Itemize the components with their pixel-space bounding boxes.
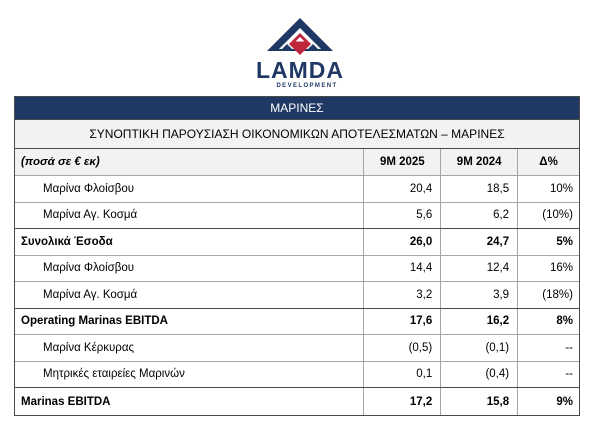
row-label: Συνολικά Έσοδα xyxy=(21,235,113,248)
table-header-row xyxy=(15,148,579,175)
table-title: ΜΑΡΙΝΕΣ xyxy=(15,97,579,119)
row-label: Μαρίνα Αγ. Κοσμά xyxy=(43,288,138,301)
header-col-9m2024: 9M 2024 xyxy=(440,149,517,175)
header-col-9m2025: 9M 2025 xyxy=(363,149,440,175)
row-value-9m2024: (0,1) xyxy=(440,335,517,361)
row-value-9m2025: 0,1 xyxy=(363,362,440,388)
row-delta: 9% xyxy=(517,388,579,415)
row-delta: 5% xyxy=(517,229,579,255)
table-subtitle: ΣΥΝΟΠΤΙΚΗ ΠΑΡΟΥΣΙΑΣΗ ΟΙΚΟΝΟΜΙΚΩΝ ΑΠΟΤΕΛΕΣΜΑΤΩΝ – ΜΑΡΙΝΕΣ xyxy=(15,119,579,148)
row-value-9m2024: 3,9 xyxy=(440,282,517,308)
row-delta: (10%) xyxy=(517,203,579,229)
row-label: Marinas EBITDA xyxy=(21,395,111,408)
logo-subtitle: DEVELOPMENT xyxy=(276,83,338,89)
row-value-9m2025: 17,6 xyxy=(363,309,440,335)
header-label: (ποσά σε € εκ) xyxy=(21,156,100,168)
row-delta: 16% xyxy=(517,256,579,282)
row-label: Operating Marinas EBITDA xyxy=(21,315,168,328)
row-delta: -- xyxy=(517,362,579,388)
row-value-9m2025: 17,2 xyxy=(363,388,440,415)
row-value-9m2025: 14,4 xyxy=(363,256,440,282)
row-value-9m2024: 16,2 xyxy=(440,309,517,335)
logo-wordmark: LAMDA xyxy=(255,57,345,83)
row-value-9m2024: (0,4) xyxy=(440,362,517,388)
row-value-9m2025: 3,2 xyxy=(363,282,440,308)
table-row xyxy=(15,361,579,388)
row-label: Μητρικές εταιρείες Μαρινών xyxy=(43,368,185,381)
row-delta: (18%) xyxy=(517,282,579,308)
row-value-9m2024: 6,2 xyxy=(440,203,517,229)
table-row xyxy=(15,175,579,202)
header-col-delta: Δ% xyxy=(517,149,579,175)
row-delta: 8% xyxy=(517,309,579,335)
table-row xyxy=(15,202,579,229)
row-value-9m2025: 26,0 xyxy=(363,229,440,255)
table-row xyxy=(15,255,579,282)
table-row-operating-ebitda xyxy=(15,308,579,335)
row-value-9m2024: 24,7 xyxy=(440,229,517,255)
lamda-logo-icon xyxy=(267,18,333,58)
table-row-total-revenue xyxy=(15,228,579,255)
table-row xyxy=(15,334,579,361)
lamda-logo xyxy=(0,0,600,96)
row-value-9m2024: 18,5 xyxy=(440,176,517,202)
row-label: Μαρίνα Φλοίσβου xyxy=(43,262,135,275)
row-value-9m2024: 15,8 xyxy=(440,388,517,415)
row-label: Μαρίνα Κέρκυρας xyxy=(43,341,135,354)
row-label: Μαρίνα Φλοίσβου xyxy=(43,182,135,195)
marinas-table xyxy=(14,96,580,416)
row-value-9m2025: 5,6 xyxy=(363,203,440,229)
row-delta: 10% xyxy=(517,176,579,202)
row-delta: -- xyxy=(517,335,579,361)
row-value-9m2025: (0,5) xyxy=(363,335,440,361)
table-row xyxy=(15,281,579,308)
row-label: Μαρίνα Αγ. Κοσμά xyxy=(43,209,138,222)
row-value-9m2025: 20,4 xyxy=(363,176,440,202)
table-row-marinas-ebitda xyxy=(15,387,579,415)
row-value-9m2024: 12,4 xyxy=(440,256,517,282)
